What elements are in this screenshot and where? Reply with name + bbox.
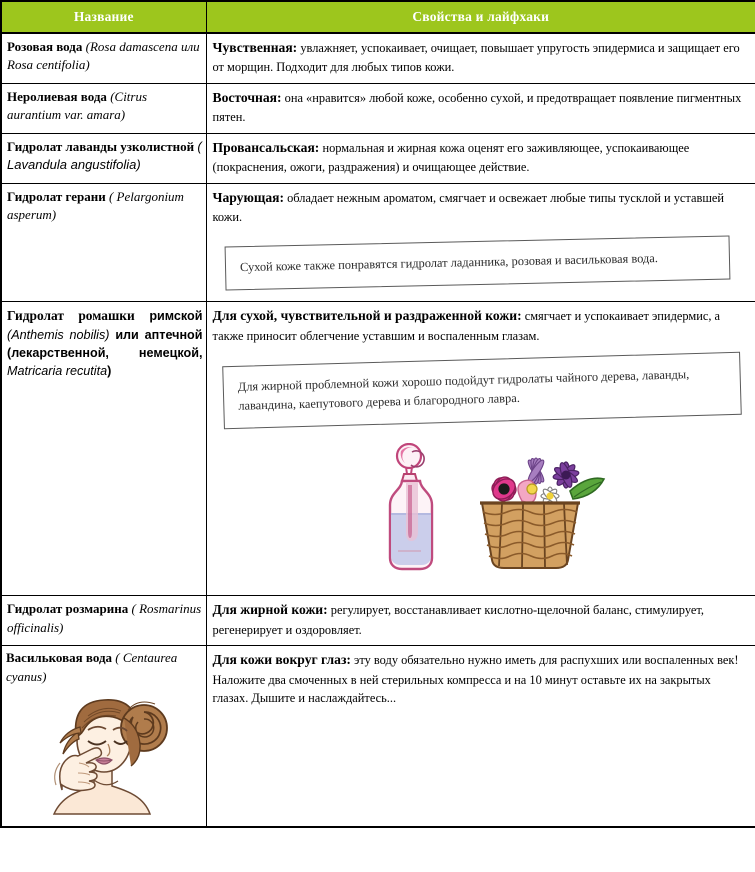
hydrolat-name-ru: Розовая вода [7,39,83,54]
tip-callout-box [222,352,742,430]
tip-callout-text: Сухой коже также понравятся гидролат ладанника, розовая и васильковая вода. [239,251,658,275]
hydrolat-description-cell [206,646,755,827]
description-lead: Для кожи вокруг глаз: [212,652,351,668]
hydrolat-name-latin-2: Matricaria recutita [7,364,108,379]
hydrolat-description-cell [206,33,755,84]
perfume-bottle-figure [390,444,432,569]
table-row [1,84,755,134]
hydrolat-name-ru: Гидролат розмарина [7,601,129,617]
table-row [1,184,755,302]
illustration-bottle-and-basket [213,435,750,590]
column-header-properties: Свойства и лайфхаки [206,1,755,33]
hydrolat-name-cell [1,184,206,302]
description-body: регулирует, восстанавливает кислотно-щелочной баланс, стимулирует, регенерирует и оздоровляет. [212,603,704,637]
flower-basket-figure [480,457,604,567]
hydrolat-name-cell [1,134,206,184]
hydrolat-name-latin: ( Centaurea cyanus) [6,650,178,684]
description-lead: Провансальская: [212,140,320,155]
description-lead: Чувственная: [212,40,298,55]
hydrolat-description-cell [206,596,755,646]
hydrolat-name-cell [1,646,206,827]
table-row [1,302,755,596]
description-body: увлажняет, успокаивает, очищает, повышает упругость эпидермиса и защищает его от морщин. Подходит для любых типов кожи. [212,41,740,75]
header-row [1,1,755,33]
description-lead: Восточная: [212,90,282,105]
table-row [1,33,755,84]
hydrolat-name-part-3: ) [107,364,112,379]
hydrolat-name-ru: Неролиевая вода [7,89,107,104]
woman-applying-toner-icon [16,688,191,816]
hydrolat-name-cell [1,302,206,596]
bottle-and-flower-basket-icon [346,443,616,578]
hydrolat-description-cell [206,184,755,302]
tip-callout-box [224,235,730,290]
hydrolat-name-part-2: или аптечной (лекарственной, немецкой, [7,327,203,360]
hydrolat-name-ru: Гидролат герани [7,189,106,204]
hydrolat-name-latin: (Rosa damascena или Rosa centifolia) [7,39,200,73]
hydrolat-name-latin: (Citrus aurantium var. amara) [7,89,148,123]
hydrolat-name-ru: Васильковая вода [6,650,113,666]
hydrolat-name-ru: Гидролат лаванды узколистной [7,139,195,154]
tip-callout-text: Для жирной проблемной кожи хорошо подойдут гидролаты чайного дерева, лаванды, лавандина, каепутового дерева и благородного лавра. [237,367,689,414]
table-row [1,646,755,827]
hydrolat-name-part-1: римской [149,309,203,324]
description-body: обладает нежным ароматом, смягчает и освежает любые типы тусклой и уставшей кожи. [212,191,725,225]
description-body: она «нравится» любой коже, особенно сухой, и предотвращает появление пигментных пятен. [212,91,742,125]
hydrolat-name-cell [1,33,206,84]
column-header-name: Название [1,1,206,33]
hydrolat-name-latin: ( Lavandula angustifolia) [7,139,202,173]
hydrolat-name-latin: ( Rosmarinus officinalis) [7,601,202,635]
description-lead: Для сухой, чувствительной и раздраженной кожи: [212,308,522,324]
hydrolat-description-cell [206,84,755,134]
hydrolat-name-block [6,649,202,686]
hydrolat-description-cell [206,134,755,184]
hydrolat-name-cell [1,84,206,134]
table-header [1,1,755,33]
hydrolat-name-cell [1,596,206,646]
description-body: смягчает и успокаивает эпидермис, а также приносит облегчение уставшим и воспаленным глазам. [212,309,721,343]
hydrolat-name-latin-1: (Anthemis nobilis) [7,327,110,342]
illustration-woman [6,688,202,821]
hydrolat-name-latin: ( Pelargonium asperum) [7,189,184,223]
description-lead: Для жирной кожи: [212,602,328,618]
hydrolat-name-ru: Гидролат ромашки [7,308,135,324]
table-body [1,33,755,827]
description-body: эту воду обязательно нужно иметь для распухших или воспаленных век! Наложите два смоченных в ней стерильных компресса и на 10 минут оставьте их на закрытых глазах. Дышите и наслаждайтесь... [212,653,739,706]
table-row [1,134,755,184]
description-lead: Чарующая: [212,190,284,205]
table-row [1,596,755,646]
hydrolat-description-cell [206,302,755,596]
description-body: нормальная и жирная кожа оценят его заживляющее, успокаивающее (покраснения, ожоги, раздражения) и очищающее действие. [212,141,690,175]
